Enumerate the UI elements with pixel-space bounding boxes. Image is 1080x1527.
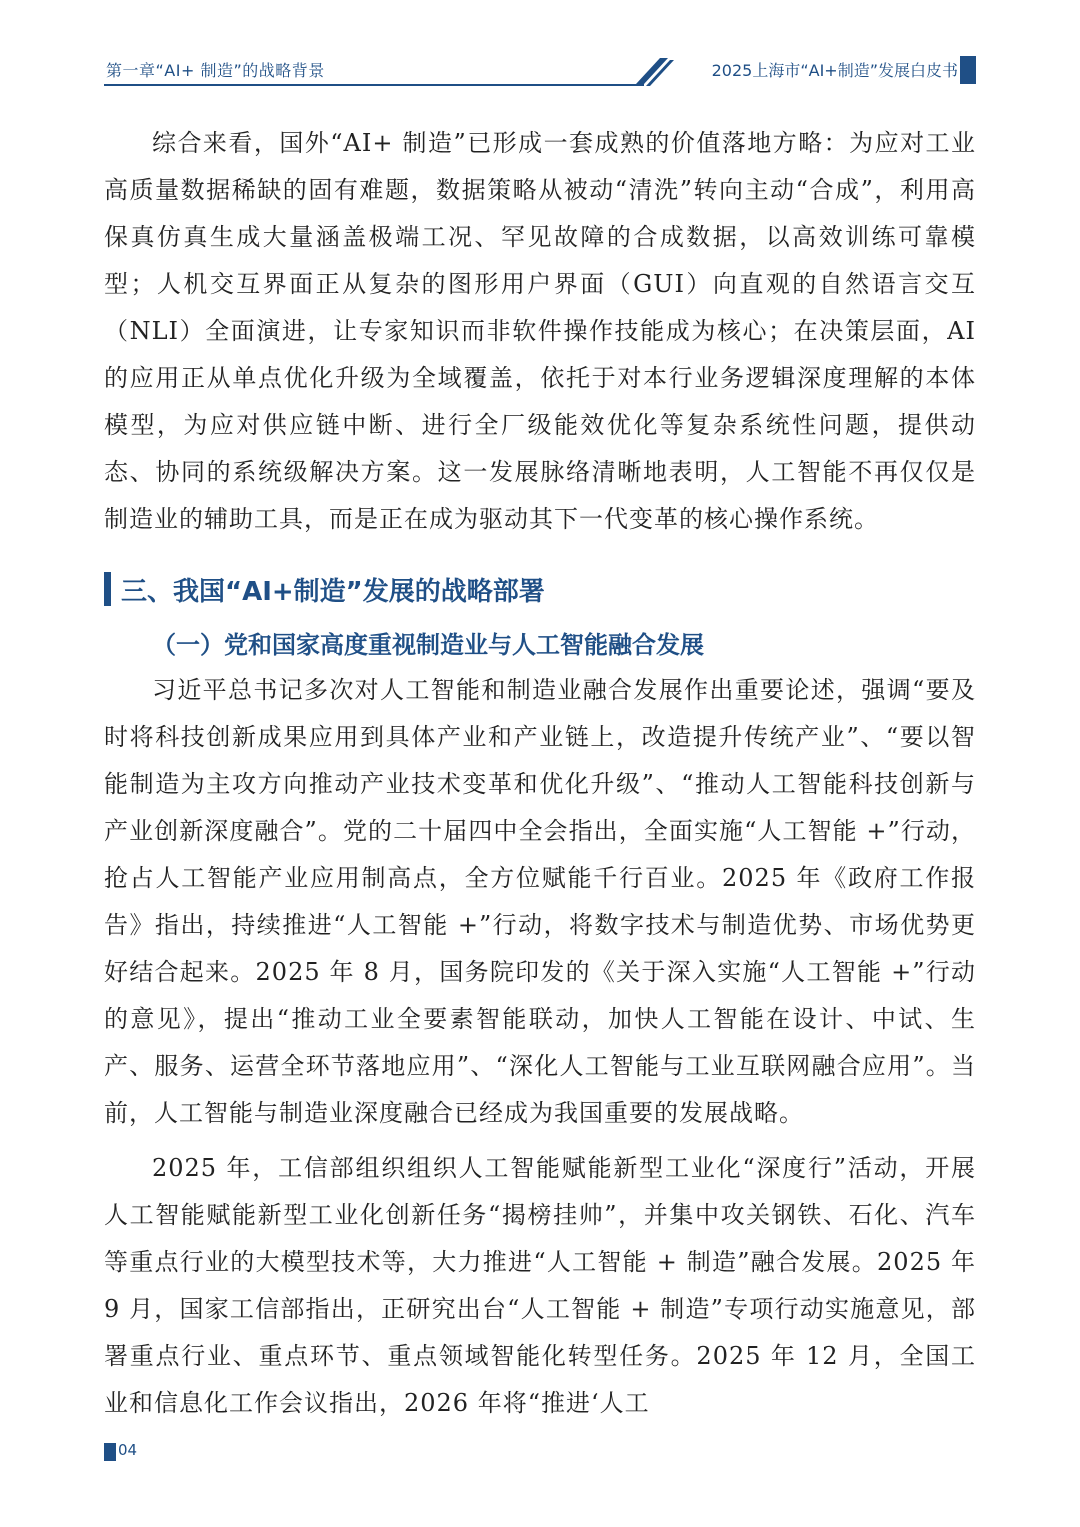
page-header (0, 0, 1080, 90)
header-rule (104, 84, 644, 86)
document-title: 2025上海市“AI+制造”发展白皮书 (711, 61, 958, 80)
main-content (104, 120, 976, 1427)
subsection-title: （一）党和国家高度重视制造业与人工智能融合发展 (152, 631, 704, 659)
intro-paragraph: 综合来看，国外“AI+ 制造”已形成一套成熟的价值落地方略：为应对工业高质量数据稀缺的固有难题，数据策略从被动“清洗”转向主动“合成”，利用高保真仿真生成大量涵盖极端工况、罕见故障的合成数据，以高效训练可靠模型；人机交互界面正从复杂的图形用户界面（GUI）向直观的自然语言交互（NLI）全面演进，让专家知识而非软件操作技能成为核心；在决策层面，AI 的应用正从单点优化升级为全域覆盖，依托于对本行业务逻辑深度理解的本体模型，为应对供应链中断、进行全厂级能效优化等复杂系统性问题，提供动态、协同的系统级解决方案。这一发展脉络清晰地表明，人工智能不再仅仅是制造业的辅助工具，而是正在成为驱动其下一代变革的核心操作系统。 (104, 129, 976, 533)
header-square-marker (960, 56, 976, 84)
header-slash-decoration-icon (636, 54, 676, 88)
body-paragraph-2: 2025 年，工信部组织组织人工智能赋能新型工业化“深度行”活动，开展人工智能赋能新型工业化创新任务“揭榜挂帅”，并集中攻关钢铁、石化、汽车等重点行业的大模型技术等，大力推进“人工智能 + 制造”融合发展。2025 年 9 月，国家工信部指出，正研究出台“人工智能 + 制造”专项行动实施意见，部署重点行业、重点环节、重点领域智能化转型任务。2025 年 12 月，全国工业和信息化工作会议指出，2026 年将“推进‘人工 (104, 1154, 976, 1417)
section-title: 三、我国“AI+制造”发展的战略部署 (121, 576, 545, 607)
page-number: 04 (118, 1441, 138, 1459)
section-heading (104, 567, 976, 611)
body-paragraph-1: 习近平总书记多次对人工智能和制造业融合发展作出重要论述，强调“要及时将科技创新成果应用到具体产业和产业链上，改造提升传统产业”、“要以智能制造为主攻方向推动产业技术变革和优化升级”、“推动人工智能科技创新与产业创新深度融合”。党的二十届四中全会指出，全面实施“人工智能 +”行动，抢占人工智能产业应用制高点，全方位赋能千行百业。2025 年《政府工作报告》指出，持续推进“人工智能 +”行动，将数字技术与制造优势、市场优势更好结合起来。2025 年 8 月，国务院印发的《关于深入实施“人工智能 +”行动的意见》，提出“推动工业全要素智能联动，加快人工智能在设计、中试、生产、服务、运营全环节落地应用”、“深化人工智能与工业互联网融合应用”。当前，人工智能与制造业深度融合已经成为我国重要的发展战略。 (104, 676, 976, 1127)
section-marker (104, 572, 111, 606)
page-number-marker (104, 1443, 116, 1461)
chapter-title: 第一章“AI+ 制造”的战略背景 (106, 61, 325, 80)
